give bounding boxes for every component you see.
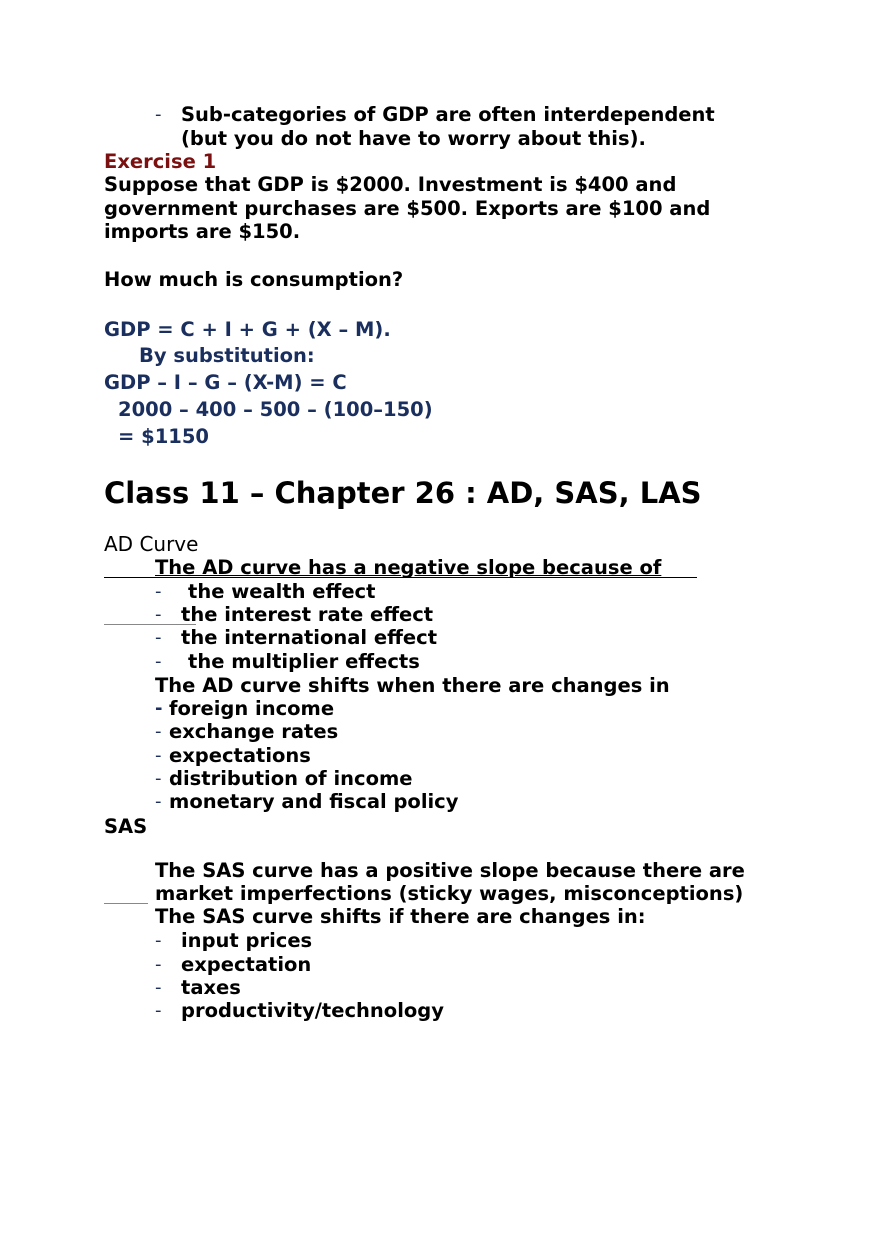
solution-line: 2000 – 400 – 500 – (100–150) [118, 398, 433, 421]
list-dash: - [155, 604, 162, 625]
sas-shift-factor: input prices [181, 929, 313, 952]
solution-answer: = $1150 [118, 425, 209, 448]
ad-shift-factor: foreign income [169, 697, 335, 720]
bullet-text: Sub-categories of GDP are often interdependent [181, 103, 715, 126]
exercise-question: How much is consumption? [104, 268, 404, 291]
sas-slope-line: market imperfections (sticky wages, misconceptions) [155, 882, 744, 905]
underline-rule [104, 624, 196, 625]
list-dash: - [155, 768, 162, 789]
list-dash: - [155, 930, 162, 951]
sas-heading: SAS [104, 815, 148, 838]
list-dash: - [155, 977, 162, 998]
list-dash: - [155, 745, 162, 766]
ad-slope-intro: The AD curve has a negative slope because of [155, 556, 662, 579]
problem-line: government purchases are $500. Exports are $100 and [104, 197, 711, 220]
list-dash: - [155, 1000, 162, 1021]
problem-line: imports are $150. [104, 220, 301, 243]
underline-rule [104, 903, 148, 904]
ad-slope-reason: the international effect [181, 626, 438, 649]
list-dash: - [155, 698, 163, 719]
solution-line: GDP – I – G – (X-M) = C [104, 371, 347, 394]
list-dash: - [155, 721, 162, 742]
bullet-text-continued: (but you do not have to worry about this). [181, 127, 646, 150]
bullet-dash: - [155, 104, 162, 125]
sas-shift-factor: taxes [181, 976, 241, 999]
ad-shift-factor: monetary and fiscal policy [169, 790, 459, 813]
ad-slope-reason: the wealth effect [188, 580, 376, 603]
problem-line: Suppose that GDP is $2000. Investment is $400 and [104, 173, 677, 196]
list-dash: - [155, 651, 162, 672]
list-dash: - [155, 791, 162, 812]
ad-slope-reason: the multiplier effects [188, 650, 420, 673]
underline-rule [104, 577, 697, 578]
sas-shift-intro: The SAS curve shifts if there are changes in: [155, 905, 646, 928]
ad-slope-reason: the interest rate effect [181, 603, 434, 626]
sas-slope-line: The SAS curve has a positive slope because there are [155, 859, 745, 882]
solution-line: GDP = C + I + G + (X – M). [104, 318, 391, 341]
solution-line: By substitution: [139, 344, 315, 367]
sas-shift-factor: expectation [181, 953, 312, 976]
ad-heading: AD Curve [104, 532, 199, 556]
ad-shift-factor: exchange rates [169, 720, 339, 743]
list-dash: - [155, 954, 162, 975]
list-dash: - [155, 581, 162, 602]
exercise-heading: Exercise 1 [104, 150, 217, 173]
ad-shift-intro: The AD curve shifts when there are changes in [155, 674, 670, 697]
list-dash: - [155, 627, 162, 648]
ad-shift-factor: expectations [169, 744, 311, 767]
sas-shift-factor: productivity/technology [181, 999, 444, 1022]
section-title: Class 11 – Chapter 26 : AD, SAS, LAS [104, 476, 702, 510]
ad-shift-factor: distribution of income [169, 767, 413, 790]
